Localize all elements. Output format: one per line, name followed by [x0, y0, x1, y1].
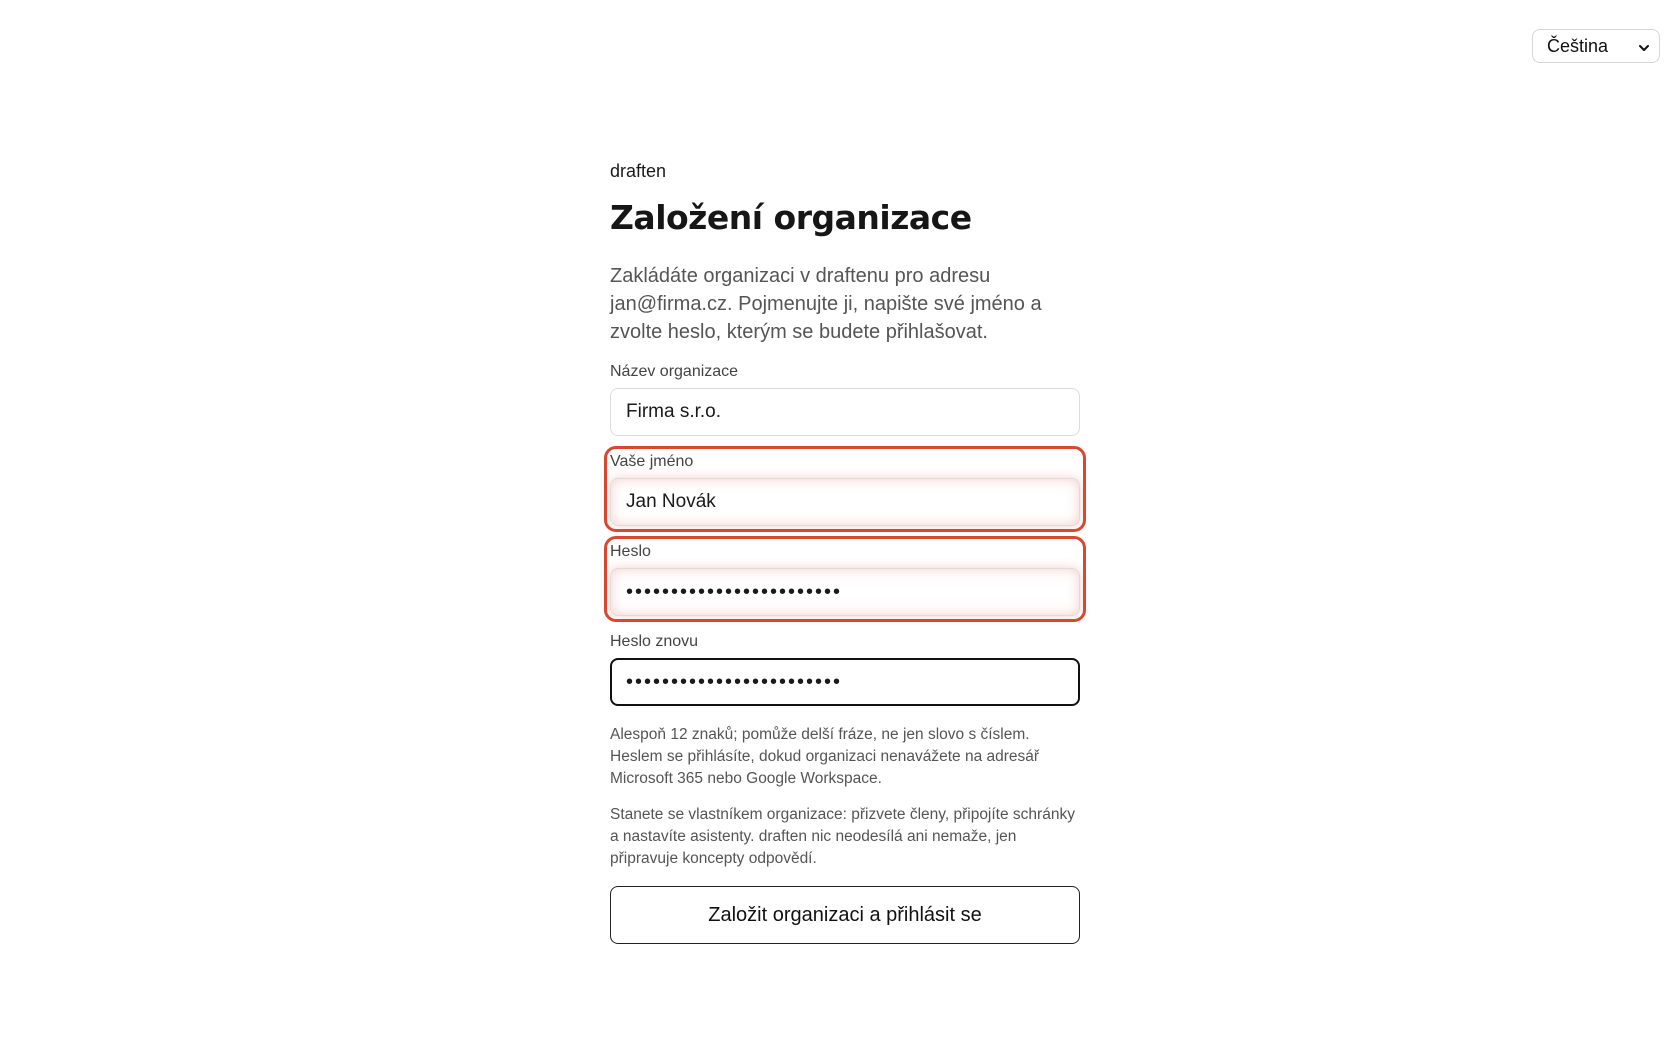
password-again-label: Heslo znovu: [610, 633, 699, 650]
password-input[interactable]: ••••••••••••••••••••••••: [610, 568, 1080, 616]
your-name-input[interactable]: Jan Novák: [610, 478, 1080, 526]
page-title: Založení organizace: [610, 198, 972, 237]
org-name-label: Název organizace: [610, 363, 739, 380]
intro-text: Zakládáte organizaci v draftenu pro adresu jan@firma.cz. Pojmenujte ji, napište své jméno a zvolte heslo, kterým se budete přihlašovat.: [610, 265, 1042, 343]
password-label: Heslo: [610, 543, 651, 560]
org-name-input[interactable]: Firma s.r.o.: [610, 388, 1080, 436]
your-name-field: [610, 452, 1080, 526]
language-select[interactable]: [1532, 29, 1660, 63]
org-name-field: [610, 362, 1080, 436]
password-again-field: [610, 632, 1080, 706]
password-hint: Alespoň 12 znaků; pomůže delší fráze, ne jen slovo s číslem. Heslem se přihlásíte, dokud organizaci nenavážete na adresář Microsoft 365 nebo Google Workspace.: [610, 726, 1040, 787]
password-field: [610, 542, 1080, 616]
submit-button[interactable]: Založit organizaci a přihlásit se: [610, 886, 1080, 944]
brand-name: draften: [610, 161, 667, 181]
signup-form: [610, 160, 1080, 944]
chevron-down-icon: [1637, 39, 1651, 53]
password-again-input[interactable]: ••••••••••••••••••••••••: [610, 658, 1080, 706]
your-name-label: Vaše jméno: [610, 453, 694, 470]
language-select-value: Čeština: [1547, 35, 1609, 56]
owner-hint: Stanete se vlastníkem organizace: přizvete členy, připojíte schránky a nastavíte asistenty. draften nic neodesílá ani nemaže, jen připravuje koncepty odpovědí.: [610, 806, 1075, 867]
